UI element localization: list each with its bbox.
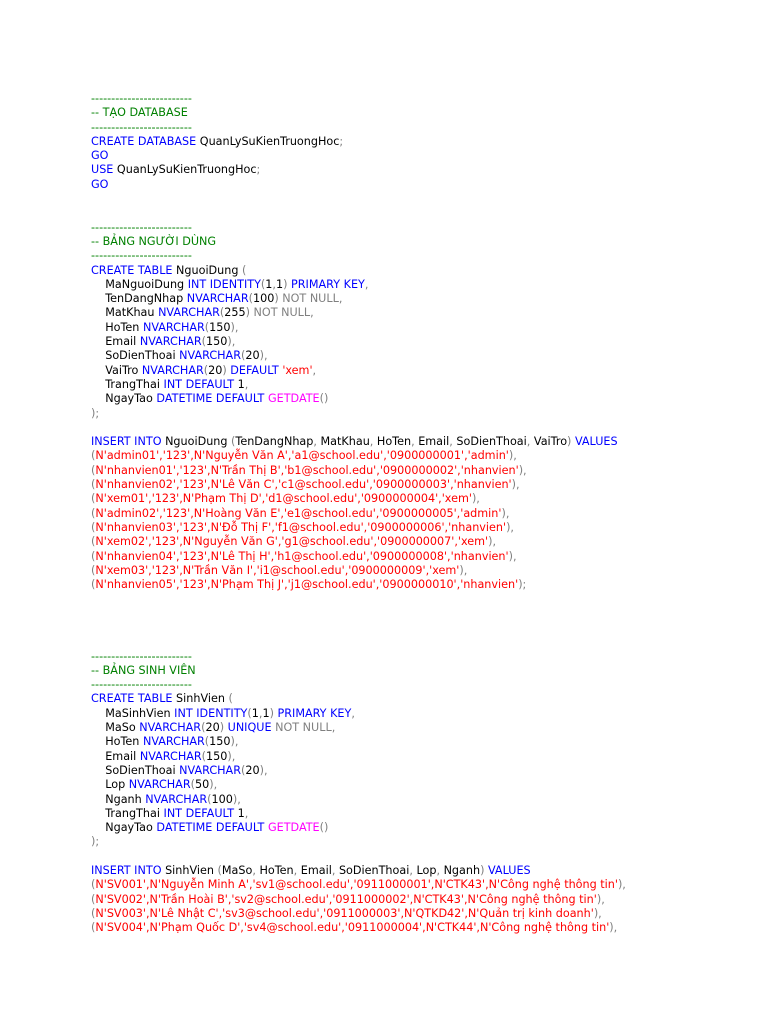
- code-token: 20: [205, 721, 220, 735]
- code-line: [91, 407, 751, 421]
- code-token: ,: [449, 435, 457, 449]
- code-token: ): [219, 721, 228, 735]
- code-line: [91, 449, 751, 463]
- code-line: [91, 264, 751, 278]
- code-token: VaiTro: [91, 363, 142, 377]
- code-token: SoDienThoai: [91, 763, 180, 777]
- code-token: ;: [256, 163, 261, 177]
- code-token: (: [201, 749, 207, 763]
- code-token: -- TẠO DATABASE: [91, 106, 188, 120]
- code-line: [91, 564, 751, 578]
- code-line: [91, 421, 751, 435]
- code-token: ,: [331, 864, 339, 878]
- code-line: [91, 163, 751, 177]
- code-token: ): [269, 706, 278, 720]
- code-line: [91, 521, 751, 535]
- code-token: (: [219, 306, 225, 320]
- code-line: [91, 206, 751, 220]
- code-token: -------------------------: [91, 120, 192, 134]
- code-token: );: [518, 578, 527, 592]
- code-line: [91, 921, 751, 935]
- code-line: [91, 106, 751, 120]
- code-token: ): [283, 277, 292, 291]
- code-token: ,: [244, 806, 249, 820]
- code-token: MatKhau: [91, 306, 159, 320]
- code-token: USE: [91, 163, 117, 177]
- code-token: ),: [259, 763, 268, 777]
- code-token: NVARCHAR: [142, 735, 205, 749]
- code-token: 20: [208, 363, 223, 377]
- code-line: [91, 349, 751, 363]
- code-token: 1: [237, 377, 245, 391]
- code-token: TrangThai: [91, 806, 164, 820]
- code-line: [91, 435, 751, 449]
- code-token: (: [91, 578, 96, 592]
- code-token: ): [480, 864, 488, 878]
- code-token: (: [91, 492, 96, 506]
- code-line: [91, 807, 751, 821]
- code-token: Lop: [416, 864, 437, 878]
- code-token: NVARCHAR: [158, 306, 220, 320]
- code-token: ),: [609, 921, 618, 935]
- code-token: ),: [232, 792, 241, 806]
- code-token: N'nhanvien02','123',N'Lê Văn C','c1@school.edu','0900000003','nhanvien': [95, 478, 512, 492]
- code-line: [91, 764, 751, 778]
- code-token: N'admin02','123',N'Hoàng Văn E','e1@school.edu','0900000005','admin': [95, 506, 502, 520]
- code-token: ) NOT NULL,: [274, 292, 343, 306]
- code-token: (: [203, 363, 209, 377]
- code-token: NVARCHAR: [179, 349, 241, 363]
- code-token: 150: [209, 320, 231, 334]
- code-token: (: [248, 292, 253, 306]
- code-token: SinhVien: [176, 692, 229, 706]
- code-token: N'SV004',N'Phạm Quốc D','sv4@school.edu','0911000004',N'CTK44',N'Công nghệ thông tin': [95, 921, 610, 935]
- code-token: (): [319, 821, 329, 835]
- code-line: [91, 578, 751, 592]
- code-line: [91, 721, 751, 735]
- code-token: MaSo: [221, 864, 253, 878]
- code-token: NVARCHAR: [139, 335, 202, 349]
- code-token: SoDienThoai: [456, 435, 527, 449]
- code-line: [91, 249, 751, 263]
- code-line: [91, 550, 751, 564]
- code-line: [91, 507, 751, 521]
- code-token: 100: [211, 792, 233, 806]
- code-token: ),: [230, 320, 239, 334]
- code-token: ),: [471, 492, 480, 506]
- code-token: ): [567, 435, 575, 449]
- code-token: 'xem': [282, 363, 313, 377]
- code-token: GETDATE: [267, 821, 320, 835]
- code-token: -------------------------: [91, 249, 192, 263]
- code-line: [91, 321, 751, 335]
- code-token: ): [222, 363, 231, 377]
- code-token: (: [201, 335, 207, 349]
- code-token: 1: [237, 806, 245, 820]
- code-token: -------------------------: [91, 649, 192, 663]
- code-line: [91, 621, 751, 635]
- code-token: (: [91, 535, 96, 549]
- code-token: ),: [227, 335, 236, 349]
- code-token: 20: [245, 763, 260, 777]
- code-token: NgayTao: [91, 821, 157, 835]
- code-token: (: [91, 463, 96, 477]
- code-line: [91, 821, 751, 835]
- code-token: QuanLySuKienTruongHoc: [199, 134, 340, 148]
- code-token: ,: [526, 435, 534, 449]
- code-token: ,: [272, 277, 276, 291]
- code-line: [91, 735, 751, 749]
- code-line: [91, 464, 751, 478]
- code-token: NVARCHAR: [139, 749, 202, 763]
- code-token: NgayTao: [91, 392, 157, 406]
- code-token: N'nhanvien03','123',N'Đỗ Thị F','f1@school.edu','0900000006','nhanvien': [95, 520, 507, 534]
- code-token: NguoiDung: [176, 263, 243, 277]
- code-token: (: [204, 735, 210, 749]
- code-line: [91, 135, 751, 149]
- code-line: [91, 650, 751, 664]
- code-token: ),: [617, 878, 626, 892]
- code-token: (: [228, 692, 233, 706]
- code-token: HoTen: [91, 735, 143, 749]
- code-token: ,: [409, 864, 417, 878]
- code-token: 1: [262, 706, 270, 720]
- code-token: CREATE TABLE: [91, 263, 177, 277]
- code-token: 20: [245, 349, 260, 363]
- code-token: 150: [209, 735, 231, 749]
- code-token: );: [91, 835, 100, 849]
- code-token: 1: [275, 277, 284, 291]
- code-token: MaSo: [91, 721, 140, 735]
- code-line: [91, 864, 751, 878]
- code-token: NVARCHAR: [142, 320, 205, 334]
- code-token: TenDangNhap: [91, 292, 187, 306]
- code-token: -- BẢNG NGƯỜI DÙNG: [91, 234, 217, 248]
- code-line: [91, 492, 751, 506]
- code-token: DATETIME DEFAULT: [156, 821, 268, 835]
- code-token: N'nhanvien04','123',N'Lê Thị H','h1@school.edu','0900000008','nhanvien': [95, 549, 509, 563]
- code-token: NOT NULL,: [275, 721, 336, 735]
- code-token: ),: [259, 349, 268, 363]
- code-line: [91, 664, 751, 678]
- code-token: PRIMARY KEY: [291, 277, 365, 291]
- code-token: ,: [244, 377, 249, 391]
- code-token: N'SV003',N'Lê Nhật C','sv3@school.edu','0911000003',N'QTKD42',N'Quản trị kinh doanh': [95, 906, 594, 920]
- code-token: INT IDENTITY: [187, 277, 261, 291]
- code-token: (: [242, 263, 247, 277]
- code-token: (: [204, 320, 210, 334]
- code-token: -- BẢNG SINH VIÊN: [91, 663, 196, 677]
- code-token: 50: [194, 778, 210, 792]
- code-token: (: [91, 921, 96, 935]
- code-token: ),: [459, 563, 468, 577]
- code-token: ),: [488, 535, 497, 549]
- code-token: (: [190, 778, 195, 792]
- code-line: [91, 635, 751, 649]
- code-token: GO: [91, 177, 109, 191]
- code-token: PRIMARY KEY: [277, 706, 352, 720]
- code-token: 1: [251, 706, 259, 720]
- code-token: NguoiDung: [165, 435, 232, 449]
- code-token: NVARCHAR: [128, 778, 191, 792]
- code-token: MaSinhVien: [91, 706, 175, 720]
- code-token: Lop: [91, 778, 129, 792]
- code-line: [91, 121, 751, 135]
- code-token: SinhVien: [165, 864, 218, 878]
- code-token: ) NOT NULL,: [245, 306, 314, 320]
- code-token: NVARCHAR: [141, 363, 204, 377]
- code-token: -------------------------: [91, 678, 192, 692]
- code-token: ,: [369, 435, 377, 449]
- code-line: [91, 692, 751, 706]
- code-token: N'nhanvien01','123',N'Trần Thị B','b1@school.edu','0900000002','nhanvien': [95, 463, 519, 477]
- code-token: (: [91, 449, 96, 463]
- code-line: [91, 364, 751, 378]
- code-token: INT IDENTITY: [174, 706, 248, 720]
- code-token: ),: [518, 463, 527, 477]
- code-token: INT DEFAULT: [163, 806, 238, 820]
- code-token: NVARCHAR: [179, 763, 241, 777]
- code-token: (: [91, 892, 96, 906]
- code-line: [91, 607, 751, 621]
- code-line: [91, 893, 751, 907]
- code-token: ,: [364, 277, 369, 291]
- code-token: (: [201, 721, 206, 735]
- code-token: VaiTro: [533, 435, 568, 449]
- sql-code-document: [91, 92, 751, 936]
- code-line: [91, 835, 751, 849]
- code-token: ,: [252, 864, 260, 878]
- code-token: ),: [501, 506, 510, 520]
- code-token: N'xem01','123',N'Phạm Thị D','d1@school.edu','0900000004','xem': [95, 492, 472, 506]
- code-line: [91, 378, 751, 392]
- code-token: VALUES: [574, 435, 618, 449]
- code-line: [91, 278, 751, 292]
- code-token: ),: [508, 549, 517, 563]
- code-token: 100: [252, 292, 275, 306]
- code-line: [91, 678, 751, 692]
- code-token: CREATE TABLE: [91, 692, 177, 706]
- code-line: [91, 92, 751, 106]
- code-token: 1: [265, 277, 273, 291]
- code-token: (: [91, 520, 96, 534]
- code-token: (: [240, 349, 246, 363]
- code-line: [91, 878, 751, 892]
- code-token: QuanLySuKienTruongHoc: [116, 163, 257, 177]
- code-token: (: [91, 878, 96, 892]
- code-token: N'SV001',N'Nguyễn Minh A','sv1@school.edu','0911000001',N'CTK43',N'Công nghệ thông tin': [95, 878, 618, 892]
- code-token: (: [217, 864, 222, 878]
- code-token: -------------------------: [91, 92, 192, 105]
- code-token: CREATE DATABASE: [91, 134, 200, 148]
- code-token: (: [91, 506, 96, 520]
- code-token: ,: [411, 435, 419, 449]
- code-token: MatKhau: [320, 435, 370, 449]
- code-token: HoTen: [376, 435, 412, 449]
- code-token: NVARCHAR: [145, 792, 208, 806]
- code-token: UNIQUE: [227, 721, 276, 735]
- code-token: (: [207, 792, 212, 806]
- code-token: DEFAULT: [230, 363, 283, 377]
- code-token: ,: [313, 435, 321, 449]
- code-token: ,: [312, 363, 317, 377]
- code-token: ),: [593, 906, 602, 920]
- code-token: GO: [91, 149, 109, 163]
- code-token: HoTen: [259, 864, 294, 878]
- code-token: (: [91, 906, 96, 920]
- code-token: 150: [206, 749, 228, 763]
- code-line: [91, 306, 751, 320]
- code-token: SoDienThoai: [91, 349, 180, 363]
- code-token: ,: [293, 864, 301, 878]
- code-token: ),: [230, 735, 239, 749]
- code-line: [91, 850, 751, 864]
- code-token: ),: [511, 478, 520, 492]
- code-token: Email: [300, 864, 332, 878]
- code-line: [91, 707, 751, 721]
- code-token: Email: [91, 749, 140, 763]
- code-line: [91, 149, 751, 163]
- code-line: [91, 292, 751, 306]
- code-token: INT DEFAULT: [163, 377, 238, 391]
- code-token: VALUES: [488, 864, 531, 878]
- code-token: ),: [596, 892, 605, 906]
- code-token: Nganh: [443, 864, 481, 878]
- code-token: 255: [224, 306, 246, 320]
- code-token: N'xem02','123',N'Nguyễn Văn G','g1@school.edu','0900000007','xem': [95, 535, 489, 549]
- code-token: ),: [227, 749, 236, 763]
- code-line: [91, 778, 751, 792]
- code-token: DATETIME DEFAULT: [156, 392, 268, 406]
- code-token: TrangThai: [91, 377, 164, 391]
- code-line: [91, 592, 751, 606]
- code-token: ,: [258, 706, 263, 720]
- code-token: N'admin01','123',N'Nguyễn Văn A','a1@school.edu','0900000001','admin': [95, 449, 509, 463]
- code-line: [91, 907, 751, 921]
- code-token: NVARCHAR: [186, 292, 249, 306]
- code-line: [91, 478, 751, 492]
- code-line: [91, 221, 751, 235]
- code-token: N'xem03','123',N'Trần Văn I','i1@school.edu','0900000009','xem': [95, 563, 460, 577]
- code-token: (: [240, 763, 246, 777]
- code-token: N'nhanvien05','123',N'Phạm Thị J','j1@school.edu','0900000010','nhanvien': [95, 578, 519, 592]
- code-token: SoDienThoai: [338, 864, 410, 878]
- code-line: [91, 750, 751, 764]
- code-token: Email: [91, 335, 140, 349]
- code-token: (: [91, 563, 96, 577]
- code-token: -------------------------: [91, 220, 192, 234]
- code-token: (: [91, 549, 96, 563]
- code-token: );: [91, 406, 100, 420]
- code-line: [91, 535, 751, 549]
- code-token: ),: [209, 778, 218, 792]
- code-token: TenDangNhap: [235, 435, 314, 449]
- code-token: INSERT INTO: [91, 864, 166, 878]
- code-token: (: [247, 706, 252, 720]
- code-token: 150: [206, 335, 228, 349]
- code-token: NVARCHAR: [139, 721, 202, 735]
- code-token: ),: [506, 520, 514, 534]
- code-token: (): [319, 392, 329, 406]
- code-line: [91, 178, 751, 192]
- code-line: [91, 793, 751, 807]
- code-token: ,: [351, 706, 355, 720]
- code-token: ;: [339, 134, 344, 148]
- code-token: (: [231, 435, 236, 449]
- code-token: ,: [436, 864, 444, 878]
- code-line: [91, 235, 751, 249]
- code-line: [91, 335, 751, 349]
- code-token: Nganh: [91, 792, 146, 806]
- code-token: HoTen: [91, 320, 143, 334]
- code-token: MaNguoiDung: [91, 277, 188, 291]
- code-token: (: [91, 478, 96, 492]
- code-line: [91, 392, 751, 406]
- code-token: INSERT INTO: [91, 435, 166, 449]
- code-line: [91, 192, 751, 206]
- code-token: GETDATE: [267, 392, 320, 406]
- code-token: (: [260, 277, 266, 291]
- code-token: N'SV002',N'Trần Hoài B','sv2@school.edu','0911000002',N'CTK43',N'Công nghệ thông tin': [95, 892, 597, 906]
- code-token: Email: [418, 435, 450, 449]
- code-token: ),: [508, 449, 517, 463]
